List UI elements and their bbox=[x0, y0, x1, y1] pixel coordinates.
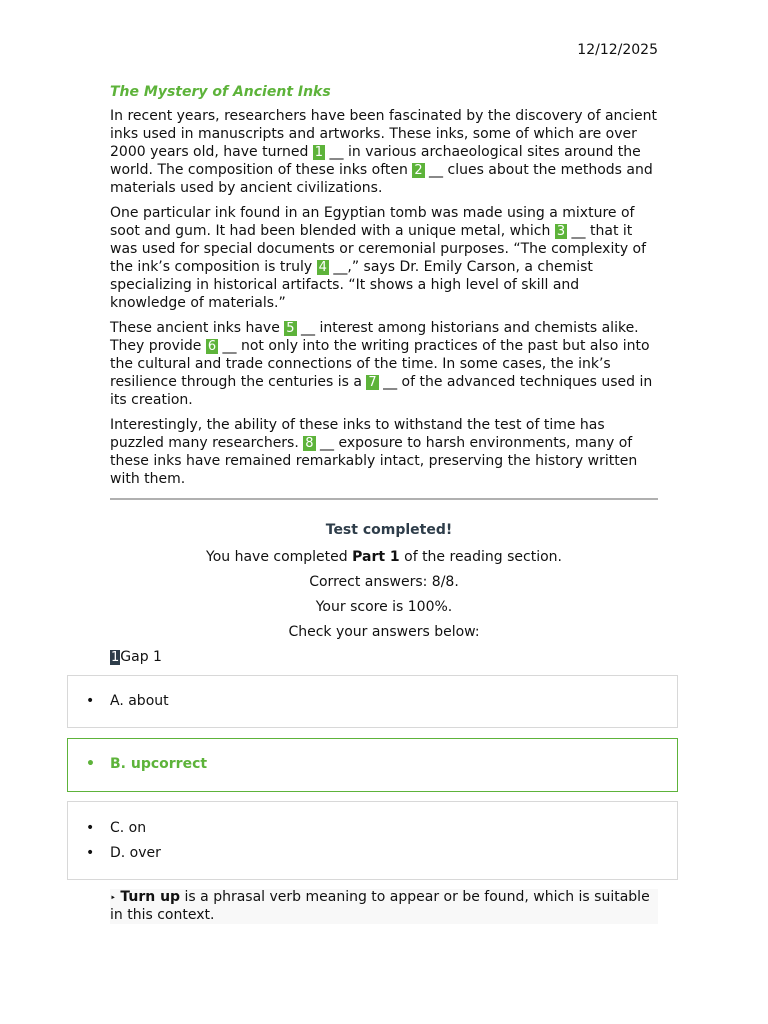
gap-marker-3[interactable]: 3 bbox=[556, 224, 566, 239]
option-d[interactable]: • D. over bbox=[110, 841, 677, 866]
paragraph bbox=[110, 107, 658, 197]
gap-marker-8[interactable]: 8 bbox=[305, 436, 314, 451]
option-group-2 bbox=[67, 738, 678, 792]
paragraph-text: One particular ink found in an Egyptian tomb was made using a mixture of soot and gum. It had been blended with a unique metal, which bbox=[110, 205, 635, 239]
paragraph bbox=[110, 204, 658, 312]
date: 12/12/2025 bbox=[577, 42, 658, 58]
option-group-3 bbox=[67, 801, 678, 880]
paragraph-text: __ of the advanced techniques used in its creation. bbox=[110, 374, 653, 408]
triangle-icon: ‣ bbox=[110, 893, 116, 904]
check-answers-text: Check your answers below: bbox=[288, 624, 480, 640]
paragraph-text: These ancient inks have bbox=[110, 320, 285, 336]
gap-marker-1[interactable]: 1 bbox=[314, 145, 324, 160]
paragraph-text: __ not only into the writing practices of the past but also into the cultural and trade connections of the time. In some cases, the ink’s resilience through the centuries is a bbox=[110, 338, 650, 390]
gap-marker-4[interactable]: 4 bbox=[318, 260, 327, 275]
option-group-1 bbox=[67, 675, 678, 728]
option-box[interactable] bbox=[67, 801, 678, 880]
paragraph-text: __ that it was used for special documents or ceremonial purposes. “The complexity of the ink’s composition is truly bbox=[110, 223, 647, 275]
results-heading: Test completed! bbox=[325, 522, 453, 538]
correct-answers: Correct answers: 8/8. bbox=[309, 574, 459, 590]
paragraph-text: Interestingly, the ability of these inks to withstand the test of time has puzzled many researchers. bbox=[110, 417, 605, 451]
option-c[interactable]: • C. on bbox=[110, 816, 677, 841]
option-box[interactable] bbox=[67, 675, 678, 728]
gap-marker-7[interactable]: 7 bbox=[368, 375, 377, 390]
gap-marker-2[interactable]: 2 bbox=[414, 163, 423, 178]
score: Your score is 100%. bbox=[315, 599, 453, 615]
paragraph-text: __,” says Dr. Emily Carson, a chemist specializing in historical artifacts. “It shows a high level of skill and knowledge of materials.” bbox=[110, 259, 593, 311]
option-b[interactable]: • B. upcorrect bbox=[110, 752, 677, 777]
results-panel bbox=[110, 522, 658, 640]
explanation-text: is a phrasal verb meaning to appear or be found, which is suitable in this context. bbox=[110, 889, 650, 923]
explanation bbox=[110, 889, 658, 924]
paragraph-text: __ exposure to harsh environments, many of these inks have remained remarkably intact, preserving the history written with them. bbox=[110, 435, 638, 487]
gap-number-badge: 1 bbox=[111, 650, 120, 665]
explanation-term: Turn up bbox=[120, 889, 181, 905]
divider bbox=[110, 498, 658, 500]
gap-marker-6[interactable]: 6 bbox=[207, 339, 217, 354]
paragraph-text: In recent years, researchers have been fascinated by the discovery of ancient inks used in manuscripts and artworks. These inks, some of which are over 2000 years old, have turned bbox=[110, 108, 657, 160]
paragraph-text: __ interest among historians and chemists alike. They provide bbox=[110, 320, 639, 354]
paragraph-text: __ clues about the methods and materials used by ancient civilizations. bbox=[110, 162, 653, 196]
paragraph-text: __ in various archaeological sites around the world. The composition of these inks often bbox=[110, 144, 641, 178]
correct-option-box[interactable] bbox=[67, 738, 678, 792]
passage-title: The Mystery of Ancient Inks bbox=[110, 84, 331, 100]
gap-label: 1Gap 1 bbox=[111, 649, 162, 665]
paragraph bbox=[110, 416, 658, 488]
paragraph bbox=[110, 319, 658, 409]
completed-text: You have completed Part 1 of the reading section. bbox=[206, 549, 562, 565]
reading-content bbox=[110, 84, 658, 665]
option-a[interactable]: • A. about bbox=[110, 689, 677, 714]
gap-marker-5[interactable]: 5 bbox=[286, 321, 295, 336]
